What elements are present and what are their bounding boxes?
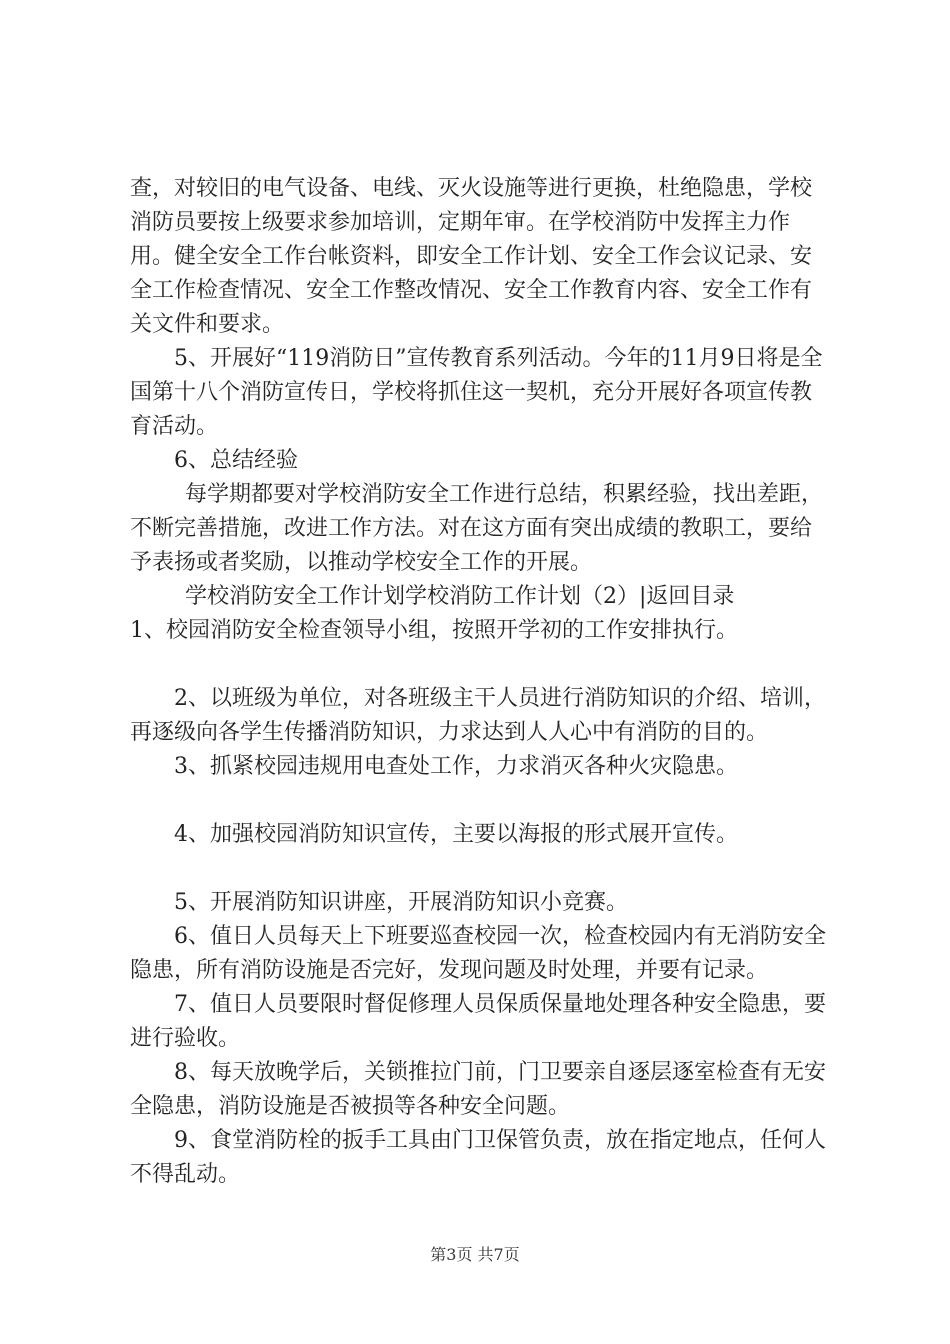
paragraph-item-9: 9、食堂消防栓的扳手工具由门卫保管负责，放在指定地点，任何人不得乱动。 <box>130 1128 826 1187</box>
paragraph-item-2: 2、以班级为单位，对各班级主干人员进行消防知识的介绍、培训，再逐级向各学生传播消防知识，力求达到人人心中有消防的目的。 <box>130 686 826 745</box>
paragraph-summary-body: 每学期都要对学校消防安全工作进行总结，积累经验，找出差距，不断完善措施，改进工作方法。对在这方面有突出成绩的教职工，要给予表扬或者奖励，以推动学校安全工作的开展。 <box>130 482 824 575</box>
paragraph-item-3: 3、抓紧校园违规用电查处工作，力求消灭各种火灾隐患。 <box>174 754 738 779</box>
document-body <box>130 172 830 1192</box>
section-title-plan-2: 学校消防安全工作计划学校消防工作计划（2）|返回目录 <box>185 584 735 609</box>
paragraph-safety-records: 查，对较旧的电气设备、电线、灭火设施等进行更换，杜绝隐患，学校消防员要按上级要求参加培训，定期年审。在学校消防中发挥主力作用。健全安全工作台帐资料，即安全工作计划、安全工作会议记录、安全工作检查情况、安全工作整改情况、安全工作教育内容、安全工作有关文件和要求。 <box>130 176 813 337</box>
paragraph-item-4: 4、加强校园消防知识宣传，主要以海报的形式展开宣传。 <box>174 822 738 847</box>
paragraph-item-1: 1、校园消防安全检查领导小组，按照开学初的工作安排执行。 <box>130 618 738 643</box>
paragraph-item-5: 5、开展消防知识讲座，开展消防知识小竞赛。 <box>174 890 628 915</box>
paragraph-item-8: 8、每天放晚学后，关锁推拉门前，门卫要亲自逐层逐室检查有无安全隐患，消防设施是否被损等各种安全问题。 <box>130 1060 826 1119</box>
page-number-footer: 第3页 共7页 <box>430 1245 520 1264</box>
paragraph-item-7: 7、值日人员要限时督促修理人员保质保量地处理各种安全隐患，要进行验收。 <box>130 992 826 1051</box>
paragraph-item-6: 6、值日人员每天上下班要巡查校园一次，检查校园内有无消防安全隐患，所有消防设施是否完好，发现问题及时处理，并要有记录。 <box>130 924 826 983</box>
paragraph-summary-heading: 6、总结经验 <box>174 448 298 473</box>
paragraph-119-day: 5、开展好“119消防日”宣传教育系列活动。今年的11月9日将是全国第十八个消防宣传日，学校将抓住这一契机，充分开展好各项宣传教育活动。 <box>130 346 823 439</box>
